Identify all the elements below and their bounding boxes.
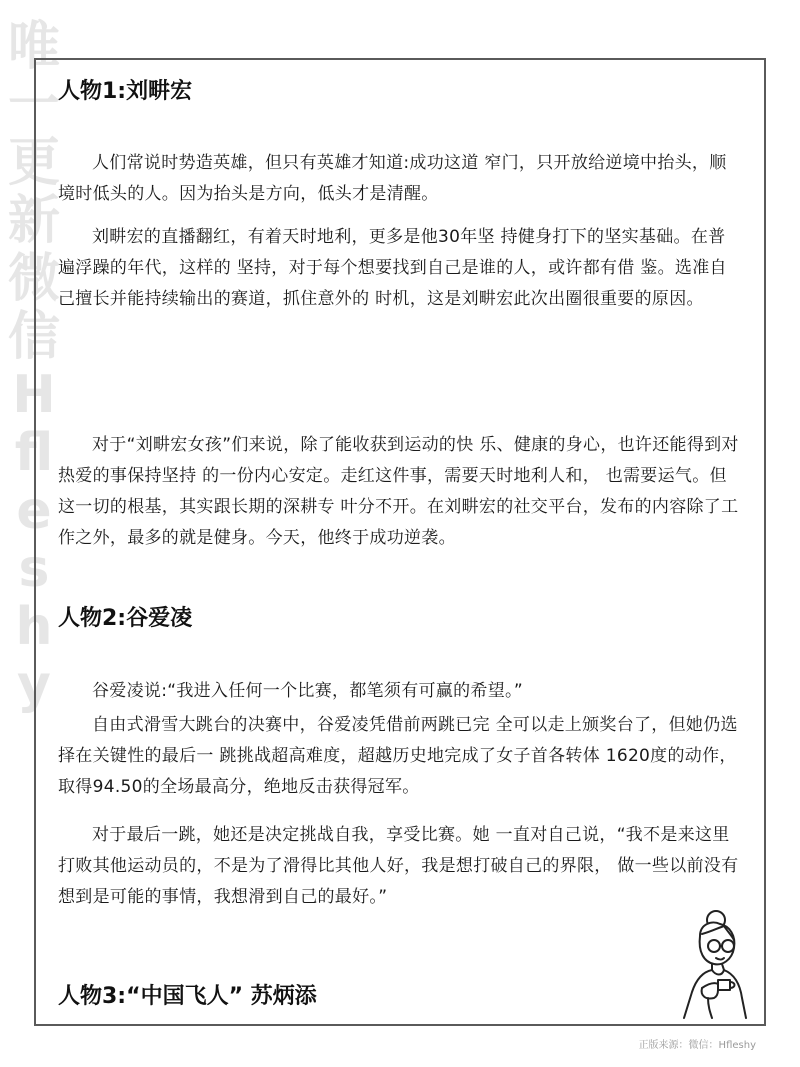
section-2-paragraph: 对于最后一跳，她还是决定挑战自我，享受比赛。她 一直对自己说，“我不是来这里打败其他运动员的，不是为了滑得比其他人好，我是想打破自己的界限， 做一些以前没有想到是可能的事情，我想滑到自己的最好。”	[58, 825, 739, 907]
section-3-heading: 人物3:“中国飞人” 苏炳添	[58, 984, 317, 1009]
section-2-heading: 人物2:谷爱凌	[58, 606, 193, 631]
section-2-paragraph: 自由式滑雪大跳台的决赛中，谷爱凌凭借前两跳已完 全可以走上颁奖台了，但她仍选择在关键性的最后一 跳挑战超高难度，超越历史地完成了女子首各转体 1620度的动作，取得94.50的全场最高分，绝地反击获得冠军。	[58, 715, 738, 797]
section-1-paragraph: 人们常说时势造英雄，但只有英雄才知道:成功这道 窄门，只开放给逆境中抬头，顺境时低头的人。因为抬头是方向，低头才是清醒。	[58, 153, 727, 204]
girl-drinking-illustration	[672, 906, 762, 1024]
section-1-paragraph: 刘畊宏的直播翻红，有着天时地利，更多是他30年坚 持健身打下的坚实基础。在普遍浮躁的年代，这样的 坚持，对于每个想要找到自己是谁的人，或许都有借 鉴。选准自己擅长并能持续输出的赛道，抓住意外的 时机，这是刘畊宏此次出圈很重要的原因。	[58, 227, 727, 309]
section-2-paragraph: 谷爱凌说:“我进入任何一个比赛，都笔须有可赢的希望。”	[92, 681, 523, 701]
watermark-text: 唯一更新微信Hfleshy	[7, 17, 60, 715]
section-1-heading: 人物1:刘畊宏	[58, 79, 193, 104]
source-footer: 正版来源：微信：Hfleshy	[638, 1040, 756, 1051]
section-1-paragraph: 对于“刘畊宏女孩”们来说，除了能收获到运动的快 乐、健康的身心，也许还能得到对热爱的事保持坚持 的一份内心安定。走红这件事，需要天时地利人和， 也需要运气。但这一切的根基，其实跟长期的深耕专 叶分不开。在刘畊宏的社交平台，发布的内容除了工 作之外，最多的就是健身。今天，他终于成功逆袭。	[58, 435, 739, 548]
